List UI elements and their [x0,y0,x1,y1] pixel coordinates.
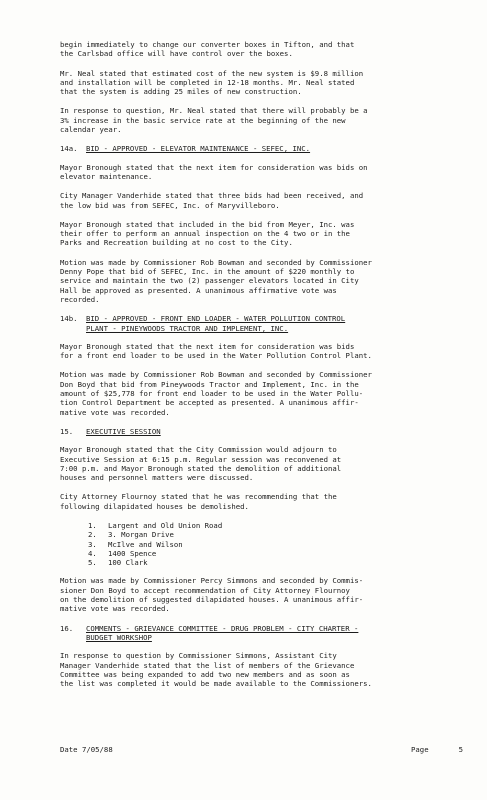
page-footer [60,745,463,754]
section-heading-14b [60,314,463,333]
paragraph: Mayor Bronough stated that the next item for consideration was bids for a front end loader to be used in the Water Pollution Control Plant. [60,341,372,361]
list-item: 5. 100 Clark [88,558,148,568]
section-heading-14a [60,144,463,153]
page-label: Page [411,745,429,754]
section-number: 16. [60,623,74,633]
section-title: COMMENTS - GRIEVANCE COMMITTEE - DRUG PROBLEM - CITY CHARTER - BUDGET WORKSHOP [86,623,359,642]
paragraph: Mr. Neal stated that estimated cost of the new system is $9.8 million and installation will be completed in 12-18 months. Mr. Neal stated that the system is adding 25 miles of new construction. [60,68,364,97]
page-number: 5 [458,745,463,754]
paragraph: Motion was made by Commissioner Percy Simmons and seconded by Commis- sioner Don Boyd to accept recommendation of City Attorney Flournoy on the demolition of suggested dilapidated houses. A unanimous affir- mative vote was recorded. [60,576,364,614]
list-item: 3. McIlve and Wilson [88,539,183,549]
paragraph: In response to question, Mr. Neal stated that there will probably be a 3% increase in the basic service rate at the beginning of the new calendar year. [60,106,368,135]
section-number: 14a. [60,144,78,154]
footer-date: Date 7/05/88 [60,745,113,754]
paragraph: Mayor Bronough stated that the City Commission would adjourn to Executive Session at 6:15 p.m. Regular session was reconvened at 7:00 p.m. and Mayor Bronough stated the demolition of additional houses and personnel matters were discussed. [60,445,342,483]
footer-page [411,745,463,754]
paragraph: City Manager Vanderhide stated that three bids had been received, and the low bid was from SEFEC, Inc. of Maryvilleboro. [60,191,364,210]
section-title: EXECUTIVE SESSION [86,426,161,436]
dilapidated-houses-list [60,521,463,567]
section-heading-16 [60,624,463,643]
list-item: 1. Largent and Old Union Road [88,520,223,530]
paragraph: Motion was made by Commissioner Rob Bowman and seconded by Commissioner Don Boyd that bid from Pineywoods Tractor and Implement, Inc. in the amount of $25,778 for front end loader to be used in the Water Pollu- tion Control Department be accepted as presented. A unanimous affir- mative vote was recorded. [60,370,372,417]
paragraph: In response to question by Commissioner Simmons, Assistant City Manager Vanderhide stated that the list of members of the Grievance Committee was being expanded to add two new members and as soon as the list was completed it would be made available to the Commissioners. [60,651,372,689]
paragraph: Mayor Bronough stated that the next item for consideration was bids on elevator maintenance. [60,162,368,181]
paragraph: begin immediately to change our converter boxes in Tifton, and that the Carlsbad office will have control over the boxes. [60,40,355,59]
paragraph: Motion was made by Commissioner Rob Bowman and seconded by Commissioner Denny Pope that bid of SEFEC, Inc. in the amount of $220 monthly to service and maintain the two (2) passenger elevators located in City Hall be approved as presented. A unanimous affirmative vote was recorded. [60,257,372,304]
paragraph: City Attorney Flournoy stated that he was recommending that the following dilapidated houses be demolished. [60,492,337,511]
section-title: BID - APPROVED - ELEVATOR MAINTENANCE - SEFEC, INC. [86,144,311,154]
list-item: 4. 1400 Spence [88,548,157,558]
section-heading-15 [60,427,463,436]
section-number: 15. [60,426,74,436]
section-number: 14b. [60,314,78,324]
list-item: 2. 3. Morgan Drive [88,530,174,540]
section-title: BID - APPROVED - FRONT END LOADER - WATER POLLUTION CONTROL PLANT - PINEYWOODS TRACTOR AND IMPLEMENT, INC. [86,314,346,333]
paragraph: Mayor Bronough stated that included in the bid from Meyer, Inc. was their offer to perform an annual inspection on the 4 two or in the Parks and Recreation building at no cost to the City. [60,219,355,248]
